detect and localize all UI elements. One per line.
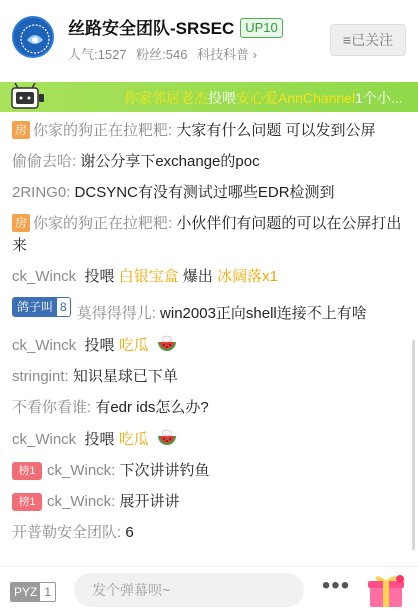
gift-name: 白银宝盒 bbox=[118, 268, 179, 285]
user-medal-level: 1 bbox=[44, 585, 52, 599]
chat-username[interactable]: ck_Winck: bbox=[47, 493, 116, 510]
chat-username[interactable]: 2RING0: bbox=[12, 184, 71, 201]
gift-banner[interactable] bbox=[0, 82, 418, 112]
gift-action: 爆出 bbox=[182, 268, 213, 285]
chat-username[interactable]: 开普勒安全团队: bbox=[12, 524, 122, 541]
chat-username[interactable]: stringint: bbox=[12, 368, 69, 385]
chat-text: 小伙伴们有问题的可以在公屏打出来 bbox=[12, 215, 402, 254]
banner-count: 1个小... bbox=[355, 90, 403, 106]
popularity-count: 人气:1527 bbox=[68, 47, 127, 62]
fans-medal-level: 8 bbox=[57, 298, 70, 316]
chat-username[interactable]: 偷偷去哈: bbox=[12, 153, 77, 170]
up-level-badge: UP10 bbox=[240, 18, 283, 38]
list-item bbox=[12, 120, 406, 142]
watermelon-icon bbox=[157, 428, 177, 448]
user-medal-name: PYZ bbox=[11, 583, 40, 601]
chat-username[interactable]: ck_Winck bbox=[12, 268, 77, 285]
room-admin-badge: 房 bbox=[12, 121, 30, 139]
banner-receiver: 安心爱AnnChannel bbox=[236, 90, 356, 106]
list-item bbox=[12, 213, 406, 257]
chat-username[interactable]: 不看你看谁: bbox=[12, 399, 92, 416]
chat-username[interactable]: 你家的狗正在拉粑粑: bbox=[33, 215, 173, 232]
tv-mascot-icon bbox=[6, 82, 46, 112]
chat-username[interactable]: ck_Winck bbox=[12, 431, 77, 448]
list-item bbox=[12, 397, 406, 419]
list-item bbox=[12, 151, 406, 173]
list-item bbox=[12, 366, 406, 388]
watermelon-icon bbox=[157, 334, 177, 354]
team-logo-icon bbox=[14, 18, 54, 58]
chat-username[interactable]: 莫得得得儿: bbox=[76, 305, 156, 322]
chat-text: 展开讲讲 bbox=[115, 493, 180, 510]
danmu-list[interactable] bbox=[0, 114, 418, 566]
category-link[interactable]: 科技科普 › bbox=[197, 47, 258, 62]
rank-badge: 榜1 bbox=[12, 493, 42, 511]
follow-button[interactable]: ≡已关注 bbox=[330, 24, 406, 56]
list-item bbox=[12, 491, 406, 513]
page-title bbox=[68, 14, 283, 39]
fans-count: 粉丝:546 bbox=[136, 47, 188, 62]
banner-verb: 投喂 bbox=[208, 90, 236, 106]
rank-badge: 榜1 bbox=[12, 462, 42, 480]
list-item bbox=[12, 297, 406, 325]
room-admin-badge: 房 bbox=[12, 214, 30, 232]
user-medal-badge[interactable] bbox=[10, 582, 56, 602]
chat-text: 知识星球已下单 bbox=[68, 368, 178, 385]
chat-text: DCSYNC有没有测试过哪些EDR检测到 bbox=[70, 184, 335, 201]
list-item bbox=[12, 334, 406, 357]
list-item bbox=[12, 522, 406, 544]
more-button[interactable]: ••• bbox=[321, 572, 351, 599]
gift-verb: 投喂 bbox=[84, 268, 115, 285]
chat-username[interactable]: 你家的狗正在拉粑粑: bbox=[33, 122, 173, 139]
fans-medal-badge[interactable] bbox=[12, 297, 71, 317]
chat-text: win2003正向shell连接不上有啥 bbox=[155, 305, 367, 322]
chat-username[interactable]: ck_Winck: bbox=[47, 462, 116, 479]
room-stats bbox=[68, 44, 263, 63]
avatar[interactable] bbox=[12, 16, 54, 58]
list-item bbox=[12, 266, 406, 288]
list-item bbox=[12, 428, 406, 451]
bottom-bar bbox=[0, 566, 418, 611]
gift-box-icon[interactable] bbox=[364, 571, 408, 609]
chat-text: 6 bbox=[121, 524, 134, 541]
gift-result: 冰阔落x1 bbox=[217, 268, 278, 285]
fans-medal-name: 鸽子叫 bbox=[13, 298, 57, 316]
gift-verb: 投喂 bbox=[84, 337, 115, 354]
chat-text: 下次讲讲钓鱼 bbox=[115, 462, 210, 479]
gift-name: 吃瓜 bbox=[118, 431, 149, 448]
list-item bbox=[12, 460, 406, 482]
room-header bbox=[0, 0, 418, 80]
chat-scrollbar[interactable] bbox=[412, 340, 415, 550]
chat-text: 谢公分享下exchange的poc bbox=[76, 153, 260, 170]
room-title: 丝路安全团队-SRSEC bbox=[68, 19, 235, 38]
list-item bbox=[12, 182, 406, 204]
chat-text: 有edr ids怎么办? bbox=[91, 399, 209, 416]
gift-verb: 投喂 bbox=[84, 431, 115, 448]
gift-name: 吃瓜 bbox=[118, 337, 149, 354]
banner-text bbox=[124, 88, 403, 108]
chat-text: 大家有什么问题 可以发到公屏 bbox=[172, 122, 376, 139]
danmu-input[interactable] bbox=[74, 573, 304, 607]
chat-username[interactable]: ck_Winck bbox=[12, 337, 77, 354]
banner-sender: 你家邻居老杰 bbox=[124, 90, 208, 106]
